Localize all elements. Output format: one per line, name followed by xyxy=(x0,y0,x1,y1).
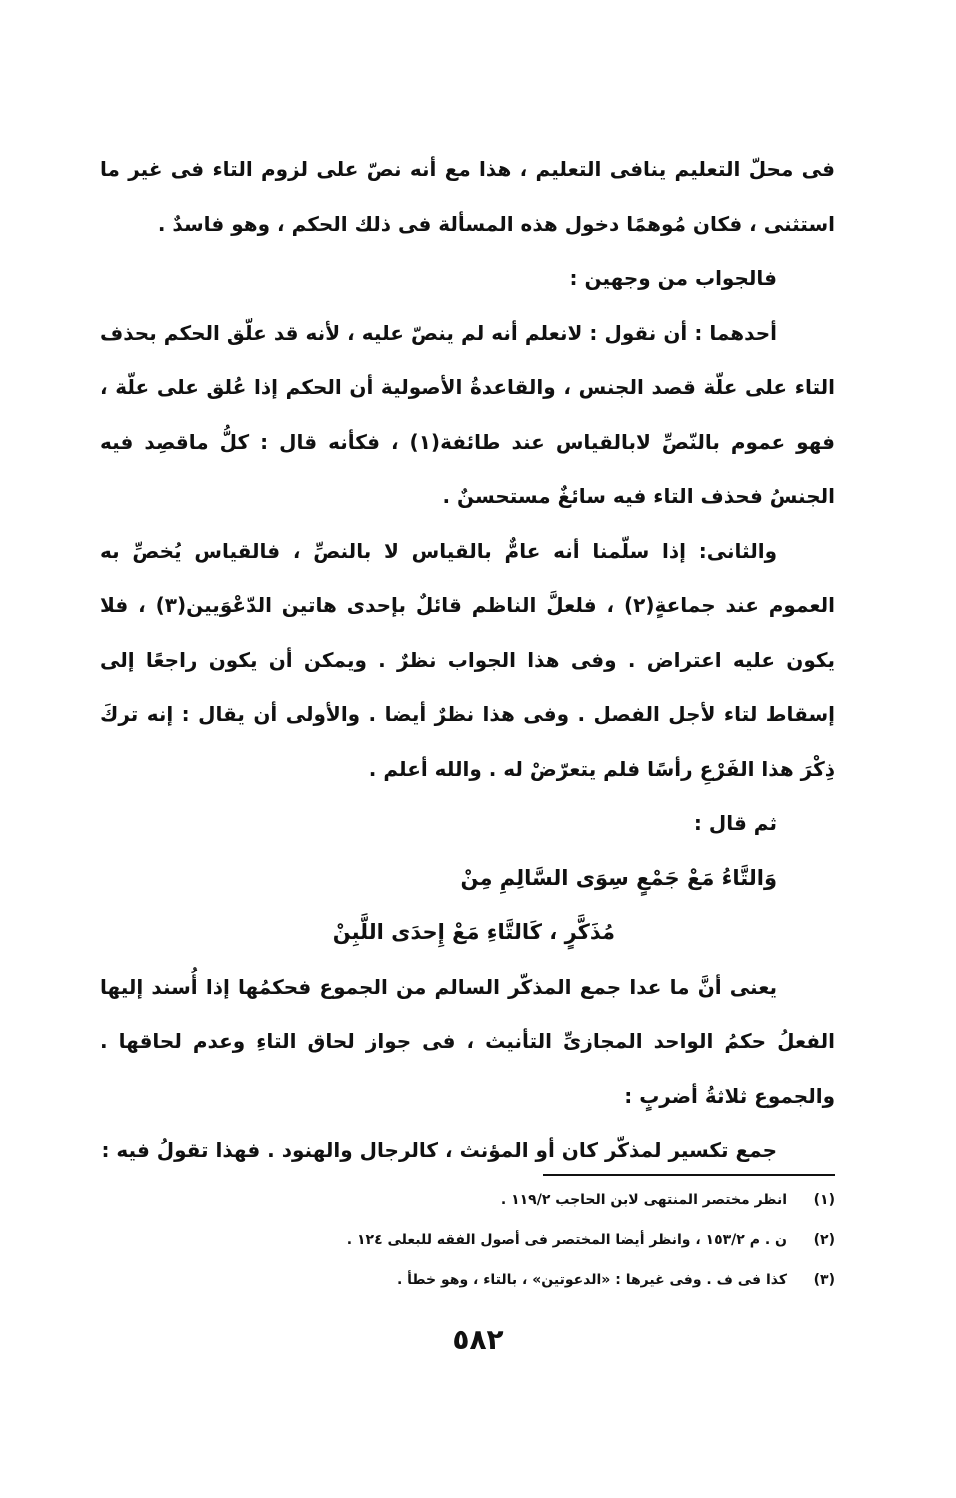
footnote-number: (١) xyxy=(813,1192,835,1208)
footnotes xyxy=(100,1180,835,1300)
footnote-number: (٢) xyxy=(813,1232,835,1248)
page-number: ٥٨٢ xyxy=(452,1323,504,1356)
footnote-text: ن . م ١٥٣/٢ ، وانظر أيضا المختصر فى أصول الفقه للبعلى ١٢٤ . xyxy=(346,1232,787,1248)
footnote-text: انظر مختصر المنتهى لابن الحاجب ١١٩/٢ . xyxy=(500,1192,787,1208)
footnote-1 xyxy=(100,1180,835,1220)
paragraph-5: ثم قال : xyxy=(693,811,777,835)
footnote-text: كذا فى ف . وفى غيرها : «الدعوتين» ، بالتاء ، وهو خطأ . xyxy=(396,1272,787,1288)
paragraph-7: جمع تكسير لمذكّر كان أو المؤنث ، كالرجال والهنود . فهذا تقولُ فيه : xyxy=(101,1138,777,1162)
footnote-3 xyxy=(100,1260,835,1300)
verse-line-2: مُذَكَّرٍ ، كَالتَّاءِ مَعْ إِحدَى اللَّبِنْ xyxy=(332,920,615,944)
footnote-divider xyxy=(543,1174,835,1176)
paragraph-2: فالجواب من وجهين : xyxy=(569,266,777,290)
paragraph-1: فى محلّ التعليم ينافى التعليم ، هذا مع أنه نصّ على لزوم التاء فى غير ما استثنى ، فكان مُوهمًا دخول هذه المسألة فى ذلك الحكم ، وهو فاسدٌ . xyxy=(100,157,835,236)
footnote-2 xyxy=(100,1220,835,1260)
verse-line-1: وَالتَّاءُ مَعْ جَمْعٍ سِوَى السَّالِمِ مِنْ xyxy=(460,865,777,890)
paragraph-4: والثانى: إذا سلّمنا أنه عامٌّ بالقياس لا بالنصِّ ، فالقياس يُخصِّ به العموم عند جماعةٍ(٢) ، فلعلَّ الناظم قائلٌ بإحدى هاتين الدّعْوَيين(٣) ، فلا يكون عليه اعتراض . وفى هذا الجواب نظرٌ . ويمكن أن يكون راجعًا إلى إسقاط لتاء لأجل الفصل . وفى هذا نظرٌ أيضا . والأولى أن يقال : إنه تركَ ذِكْرَ هذا الفَرْعِ رأسًا فلم يتعرّضْ له . والله أعلم . xyxy=(100,538,836,781)
main-text xyxy=(100,142,835,1178)
paragraph-6: يعنى أنَّ ما عدا جمع المذكّر السالم من الجموع فحكمُها إذا أُسند إليها الفعلُ حكمُ الواحد المجازىِّ التأنيث ، فى جواز لحاق التاءِ وعدم لحاقها . والجموع ثلاثةُ أضربٍ : xyxy=(100,974,835,1108)
footnote-number: (٣) xyxy=(813,1272,835,1288)
paragraph-3: أحدهما : أن نقول : لانعلم أنه لم ينصّ عليه ، لأنه قد علّق الحكم بحذف التاء على علّة قصد الجنس ، والقاعدةُ الأصولية أن الحكم إذا عُلق على علّة ، فهو عموم بالنّصِّ لابالقياس عند طائفة(١) ، فكأنه قال : كلُّ ماقصِد فيه الجنسُ فحذف التاء فيه سائغٌ مستحسنٌ . xyxy=(100,320,835,508)
